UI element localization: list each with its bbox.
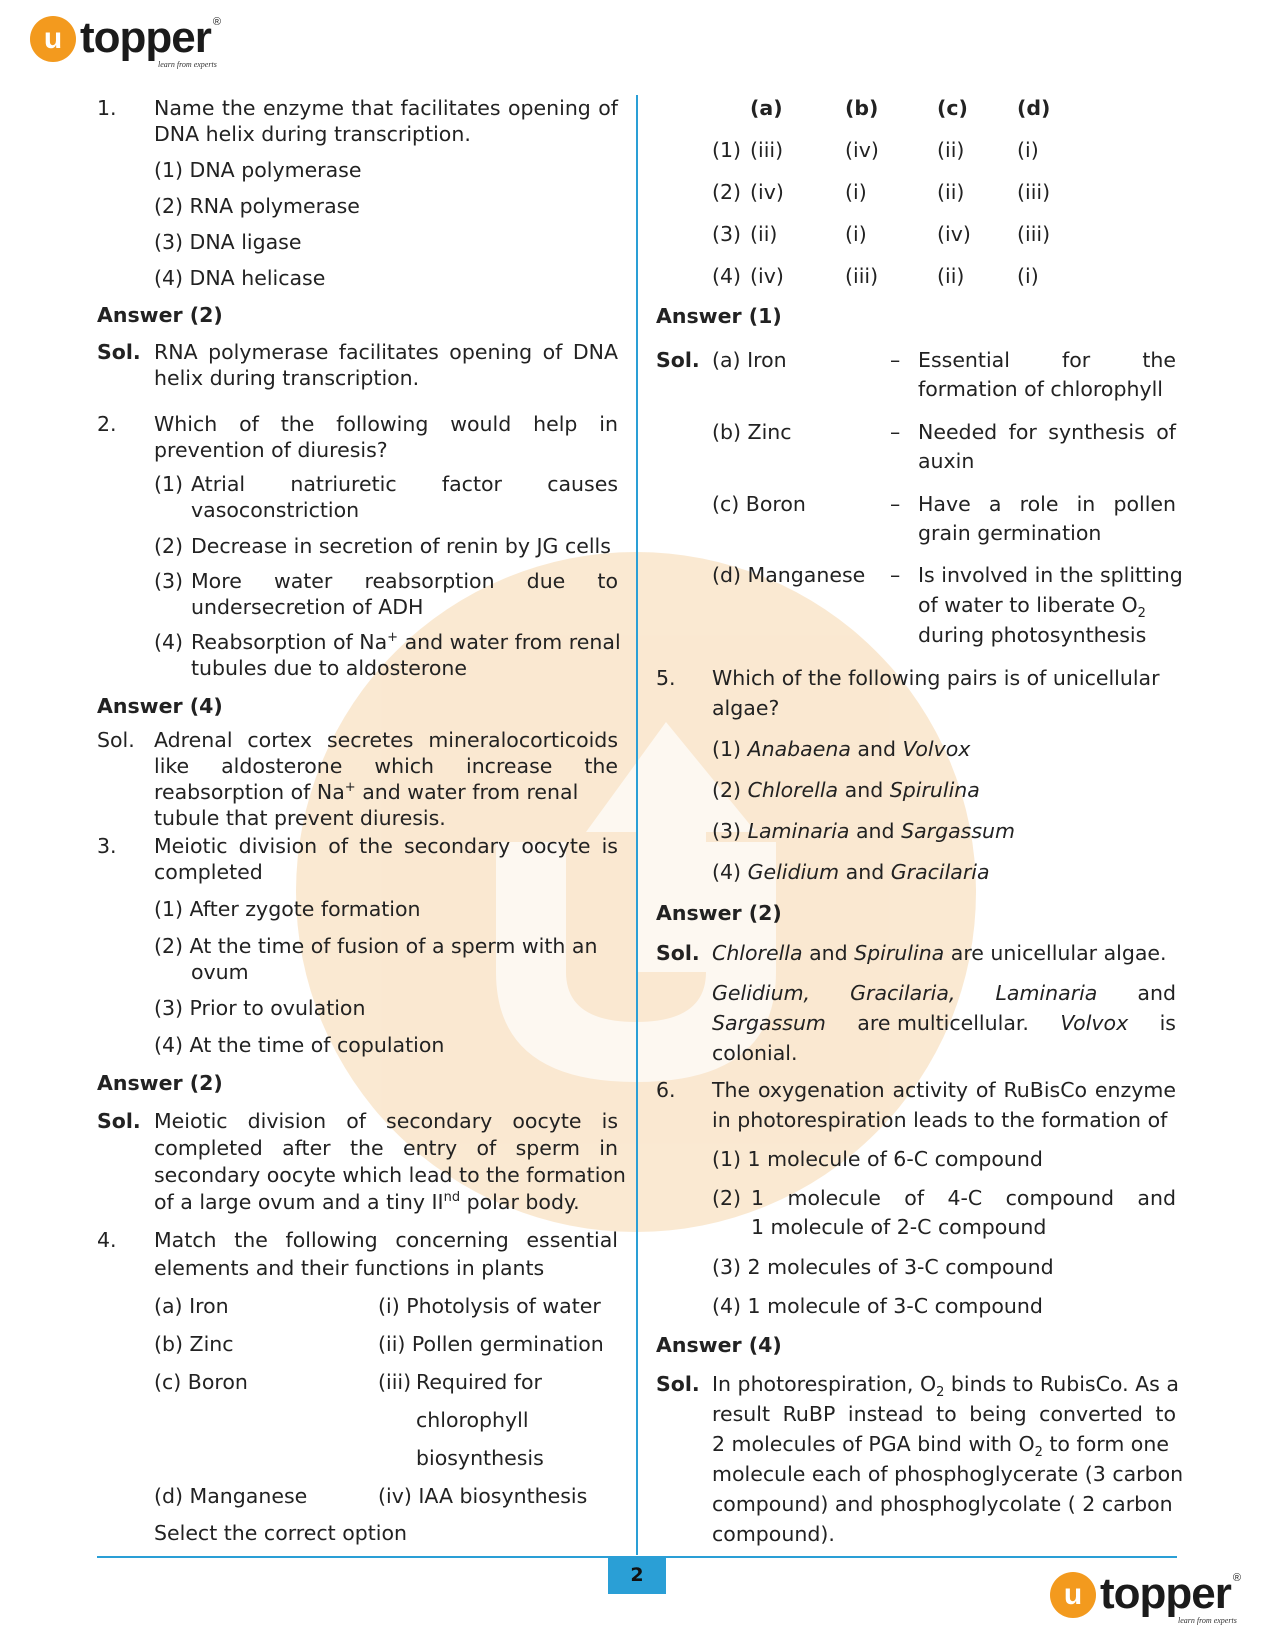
match-left-item: (a) Iron [154,1294,229,1318]
solution-text: during photosynthesis [918,623,1147,647]
solution-text: of a large ovum and a tiny IInd polar body. [154,1190,580,1214]
answer-label: Answer (4) [656,1333,782,1357]
question-stem: The oxygenation activity of RuBisCo enzyme [712,1078,1176,1102]
solution-text: compound) and phosphoglycolate ( 2 carbon [712,1492,1173,1516]
question-stem: completed [154,860,263,884]
solution-text: compound). [712,1522,835,1546]
answer-label: Answer (2) [656,901,782,925]
option: (1) Anabaena and Volvox [712,737,971,761]
answer-label: Answer (1) [656,304,782,328]
solution-text: Meiotic division of secondary oocyte is [154,1109,618,1133]
solution-label: Sol. [656,941,700,965]
option-number: (2) [712,1186,742,1210]
table-cell: (2) [712,180,742,204]
question-number: 3. [97,834,117,858]
solution-text: Adrenal cortex secretes mineralocorticoids [154,728,618,752]
solution-text: 2 molecules of PGA bind with $O_2$ to form one [712,1432,1169,1461]
match-left-item: (d) Manganese [154,1484,308,1508]
question-stem: DNA helix during transcription. [154,122,471,146]
question-stem: prevention of diuresis? [154,438,388,462]
table-cell: (ii) [937,138,965,162]
registered-mark: ® [1232,1572,1241,1584]
option: (3) Laminaria and Sargassum [712,819,1015,843]
option: (2) Chlorella and Spirulina [712,778,980,802]
option: tubules due to aldosterone [191,656,468,680]
answer-label: Answer (4) [97,694,223,718]
table-header: (c) [937,96,968,120]
solution-text: grain germination [918,521,1102,545]
brand-name: topper [80,13,211,62]
match-right-item: biosynthesis [416,1446,544,1470]
solution-text: In photorespiration, $O_2$ binds to RubisCo. As a [712,1372,1179,1401]
option: undersecretion of ADH [191,595,424,619]
table-cell: (iv) [845,138,879,162]
solution-text: helix during transcription. [154,366,420,390]
dash: – [890,563,901,587]
answer-label: Answer (2) [97,1071,223,1095]
table-cell: (iii) [1017,180,1051,204]
table-cell: (i) [1017,138,1039,162]
match-right-item: (ii) Pollen germination [378,1332,604,1356]
solution-text: auxin [918,449,975,473]
instruction: Select the correct option [154,1521,408,1545]
brand-tagline: learn from experts [158,60,217,69]
table-cell: (i) [1017,264,1039,288]
table-header: (d) [1017,96,1051,120]
option: Atrial natriuretic factor causes [191,472,618,496]
solution-item: (d) Manganese [712,563,866,587]
option: Decrease in secretion of renin by JG cells [191,534,611,558]
table-cell: (ii) [937,180,965,204]
question-stem: Which of the following pairs is of unicellular [712,666,1160,690]
question-number: 4. [97,1228,117,1252]
brand-badge-icon: u [30,16,76,62]
column-divider [636,95,638,1555]
question-stem: in photorespiration leads to the formation of [712,1108,1168,1132]
match-right-item: chlorophyll [416,1408,529,1432]
match-left-item: (c) Boron [154,1370,248,1394]
option: 1 molecule of 4-C compound and [751,1186,1176,1210]
solution-text: Chlorella and Spirulina are unicellular algae. [712,941,1167,965]
option: (3) DNA ligase [154,230,302,254]
table-cell: (iii) [1017,222,1051,246]
question-number: 1. [97,96,117,120]
option: Reabsorption of Na+ and water from renal [191,630,621,654]
brand-name: topper [1100,1569,1231,1618]
brand-logo-top [30,13,221,69]
option: (1) After zygote formation [154,897,421,921]
brand-tagline: learn from experts [1178,1616,1237,1625]
table-cell: (ii) [937,264,965,288]
option: (1) DNA polymerase [154,158,362,182]
solution-label: Sol. [656,1372,700,1396]
table-cell: (1) [712,138,742,162]
table-header: (b) [845,96,879,120]
option: (4) DNA helicase [154,266,326,290]
solution-text: Needed for synthesis of [918,420,1176,444]
question-stem: elements and their functions in plants [154,1256,545,1280]
option-number: (1) [154,472,184,496]
option: (2) At the time of fusion of a sperm with an [154,934,598,958]
option: (3) 2 molecules of 3-C compound [712,1255,1054,1279]
solution-text: formation of chlorophyll [918,377,1163,401]
table-cell: (iv) [750,264,784,288]
table-cell: (3) [712,222,742,246]
answer-label: Answer (2) [97,303,223,327]
registered-mark: ® [212,16,221,28]
solution-text: Have a role in pollen [918,492,1176,516]
question-stem: algae? [712,696,780,720]
option: 1 molecule of 2-C compound [751,1215,1047,1239]
solution-text: reabsorption of Na+ and water from renal [154,780,579,804]
table-cell: (iv) [750,180,784,204]
solution-text: RNA polymerase facilitates opening of DNA [154,340,618,364]
match-right-item: (i) Photolysis of water [378,1294,601,1318]
question-stem: Which of the following would help in [154,412,618,436]
question-number: 2. [97,412,117,436]
solution-text: Gelidium, Gracilaria, Laminaria and [712,981,1176,1005]
solution-text: colonial. [712,1041,798,1065]
solution-label: Sol. [97,1109,141,1133]
solution-label: Sol. [97,728,135,752]
option-number: (2) [154,534,184,558]
option: (3) Prior to ovulation [154,996,366,1020]
dash: – [890,420,901,444]
table-cell: (iii) [845,264,879,288]
solution-text: tubule that prevent diuresis. [154,806,446,830]
table-cell: (iv) [937,222,971,246]
brand-logo-bottom [1050,1569,1241,1625]
question-stem: Match the following concerning essential [154,1228,618,1252]
option: ovum [191,960,249,984]
table-cell: (iii) [750,138,784,162]
table-header: (a) [750,96,783,120]
match-right-item: (iv) IAA biosynthesis [378,1484,588,1508]
question-stem: Meiotic division of the secondary oocyte is [154,834,618,858]
option: (4) 1 molecule of 3-C compound [712,1294,1043,1318]
solution-text: completed after the entry of sperm in [154,1136,618,1160]
solution-label: Sol. [656,348,700,372]
match-left-item: (b) Zinc [154,1332,234,1356]
solution-label: Sol. [97,340,141,364]
option: (4) Gelidium and Gracilaria [712,860,990,884]
table-cell: (i) [845,222,867,246]
question-number: 5. [656,666,676,690]
question-number: 6. [656,1078,676,1102]
option: (4) At the time of copulation [154,1033,445,1057]
brand-badge-icon: u [1050,1572,1096,1618]
solution-text: of water to liberate $O_2$ [918,593,1146,622]
solution-item: (a) Iron [712,348,787,372]
solution-text: like aldosterone which increase the [154,754,618,778]
option: vasoconstriction [191,498,360,522]
solution-text: Sargassum are multicellular. Volvox is [712,1011,1176,1035]
option-number: (4) [154,630,184,654]
option: More water reabsorption due to [191,569,618,593]
question-stem: Name the enzyme that facilitates opening of [154,96,618,120]
table-cell: (4) [712,264,742,288]
solution-text: Is involved in the splitting [918,563,1183,587]
solution-text: result RuBP instead to being converted to [712,1402,1176,1426]
option: (2) RNA polymerase [154,194,360,218]
solution-item: (c) Boron [712,492,806,516]
solution-text: secondary oocyte which lead to the formation [154,1163,626,1187]
solution-text: Essential for the [918,348,1176,372]
table-cell: (i) [845,180,867,204]
option-number: (3) [154,569,184,593]
match-right-item: (iii) [378,1370,412,1394]
solution-item: (b) Zinc [712,420,792,444]
dash: – [890,492,901,516]
match-right-item: Required for [416,1370,542,1394]
dash: – [890,348,901,372]
option: (1) 1 molecule of 6-C compound [712,1147,1043,1171]
page-number: 2 [608,1558,666,1594]
solution-text: molecule each of phosphoglycerate (3 carbon [712,1462,1184,1486]
table-cell: (ii) [750,222,778,246]
